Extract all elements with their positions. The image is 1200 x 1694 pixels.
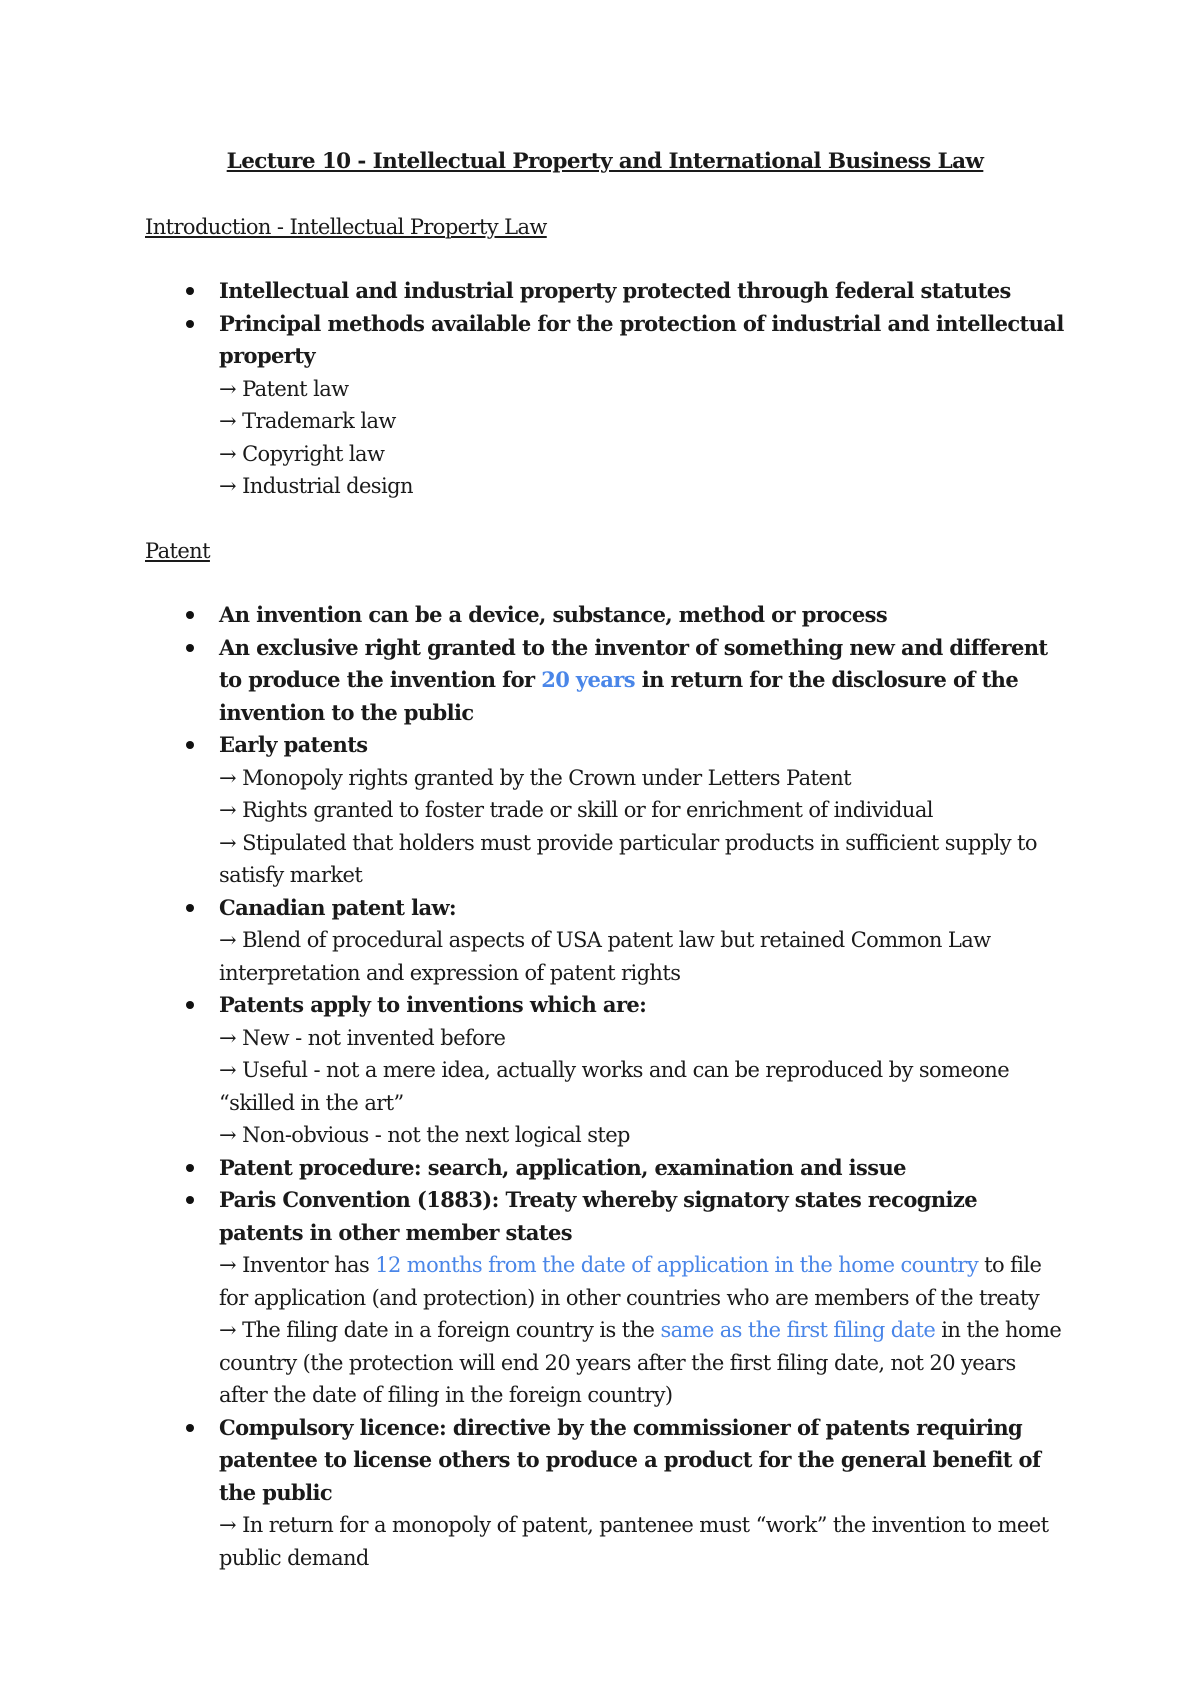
sub-text-part: to file for application (and protection) in other countries who are members of the treaty	[219, 1253, 1042, 1310]
document-title: Lecture 10 - Intellectual Property and International Business Law	[226, 149, 984, 174]
bullet-text-part: An exclusive right granted to the inventor of something new and different to produce the invention for	[219, 634, 1048, 692]
bullet-text: Compulsory licence: directive by the commissioner of patents requiring patentee to license others to produce a product for the general benefit of the public	[219, 1414, 1041, 1505]
list-item	[145, 1152, 1065, 1185]
list-item	[145, 892, 1065, 990]
bullet-icon	[186, 904, 194, 912]
highlighted-text: 12 months from the date of application in the home country	[375, 1253, 979, 1277]
sub-text-part: → Inventor has	[219, 1253, 376, 1277]
list-item	[145, 599, 1065, 632]
bullet-text: Patents apply to inventions which are:	[219, 992, 647, 1017]
bullet-icon	[186, 1424, 194, 1432]
introduction-list	[145, 275, 1065, 503]
bullet-text	[219, 635, 1048, 725]
bullet-icon	[186, 1164, 194, 1172]
bullet-text: Intellectual and industrial property protected through federal statutes	[219, 278, 1011, 303]
sub-item	[219, 1249, 1065, 1314]
list-item	[145, 729, 1065, 892]
bullet-text: Principal methods available for the protection of industrial and intellectual property	[219, 310, 1064, 368]
sub-item: → New - not invented before	[219, 1025, 506, 1050]
bullet-icon	[186, 644, 194, 652]
bullet-icon	[186, 320, 194, 328]
section-heading-patent: Patent	[145, 538, 210, 563]
sub-item: → Trademark law	[219, 409, 396, 433]
bullet-icon	[186, 611, 194, 619]
bullet-text: Patent procedure: search, application, examination and issue	[219, 1154, 906, 1180]
sub-text-part: → The filing date in a foreign country is the	[219, 1318, 661, 1342]
highlighted-text: 20 years	[541, 667, 635, 692]
bullet-text: Early patents	[219, 732, 368, 757]
bullet-icon	[186, 1196, 194, 1204]
sub-item: → Copyright law	[219, 441, 385, 466]
sub-item: → Monopoly rights granted by the Crown under Letters Patent	[219, 765, 851, 790]
list-item	[145, 308, 1065, 503]
list-item	[145, 632, 1065, 730]
sub-item: → Blend of procedural aspects of USA patent law but retained Common Law interpretation and expression of patent rights	[219, 928, 991, 985]
bullet-text-part: in return for the disclosure of the invention to the public	[219, 667, 1019, 725]
sub-text-part: in the home country (the protection will end 20 years after the first filing date, not 20 years after the date of filing in the foreign country)	[219, 1318, 1062, 1407]
sub-item: → Patent law	[219, 376, 349, 401]
document-page	[145, 128, 1065, 1574]
bullet-icon	[186, 287, 194, 295]
section-heading-introduction: Introduction - Intellectual Property Law	[145, 214, 547, 239]
bullet-icon	[186, 1001, 194, 1009]
patent-list	[145, 599, 1065, 1574]
list-item	[145, 1412, 1065, 1575]
sub-item	[219, 1314, 1065, 1412]
highlighted-text: same as the first filing date	[660, 1318, 936, 1342]
bullet-text: Paris Convention (1883): Treaty whereby signatory states recognize patents in other member states	[219, 1187, 977, 1245]
list-item	[145, 1184, 1065, 1412]
bullet-icon	[186, 741, 194, 749]
sub-item: → Non-obvious - not the next logical step	[219, 1123, 630, 1147]
bullet-text: Canadian patent law:	[219, 894, 457, 920]
sub-item: → Stipulated that holders must provide particular products in sufficient supply to satisfy market	[219, 830, 1037, 887]
bullet-text: An invention can be a device, substance, method or process	[219, 602, 888, 627]
sub-item: → Useful - not a mere idea, actually works and can be reproduced by someone “skilled in the art”	[219, 1058, 1010, 1115]
sub-item: → Rights granted to foster trade or skill or for enrichment of individual	[219, 798, 933, 822]
list-item	[145, 989, 1065, 1152]
sub-item: → In return for a monopoly of patent, pantenee must “work” the invention to meet public demand	[219, 1513, 1049, 1570]
list-item	[145, 275, 1065, 308]
sub-item: → Industrial design	[219, 474, 413, 498]
